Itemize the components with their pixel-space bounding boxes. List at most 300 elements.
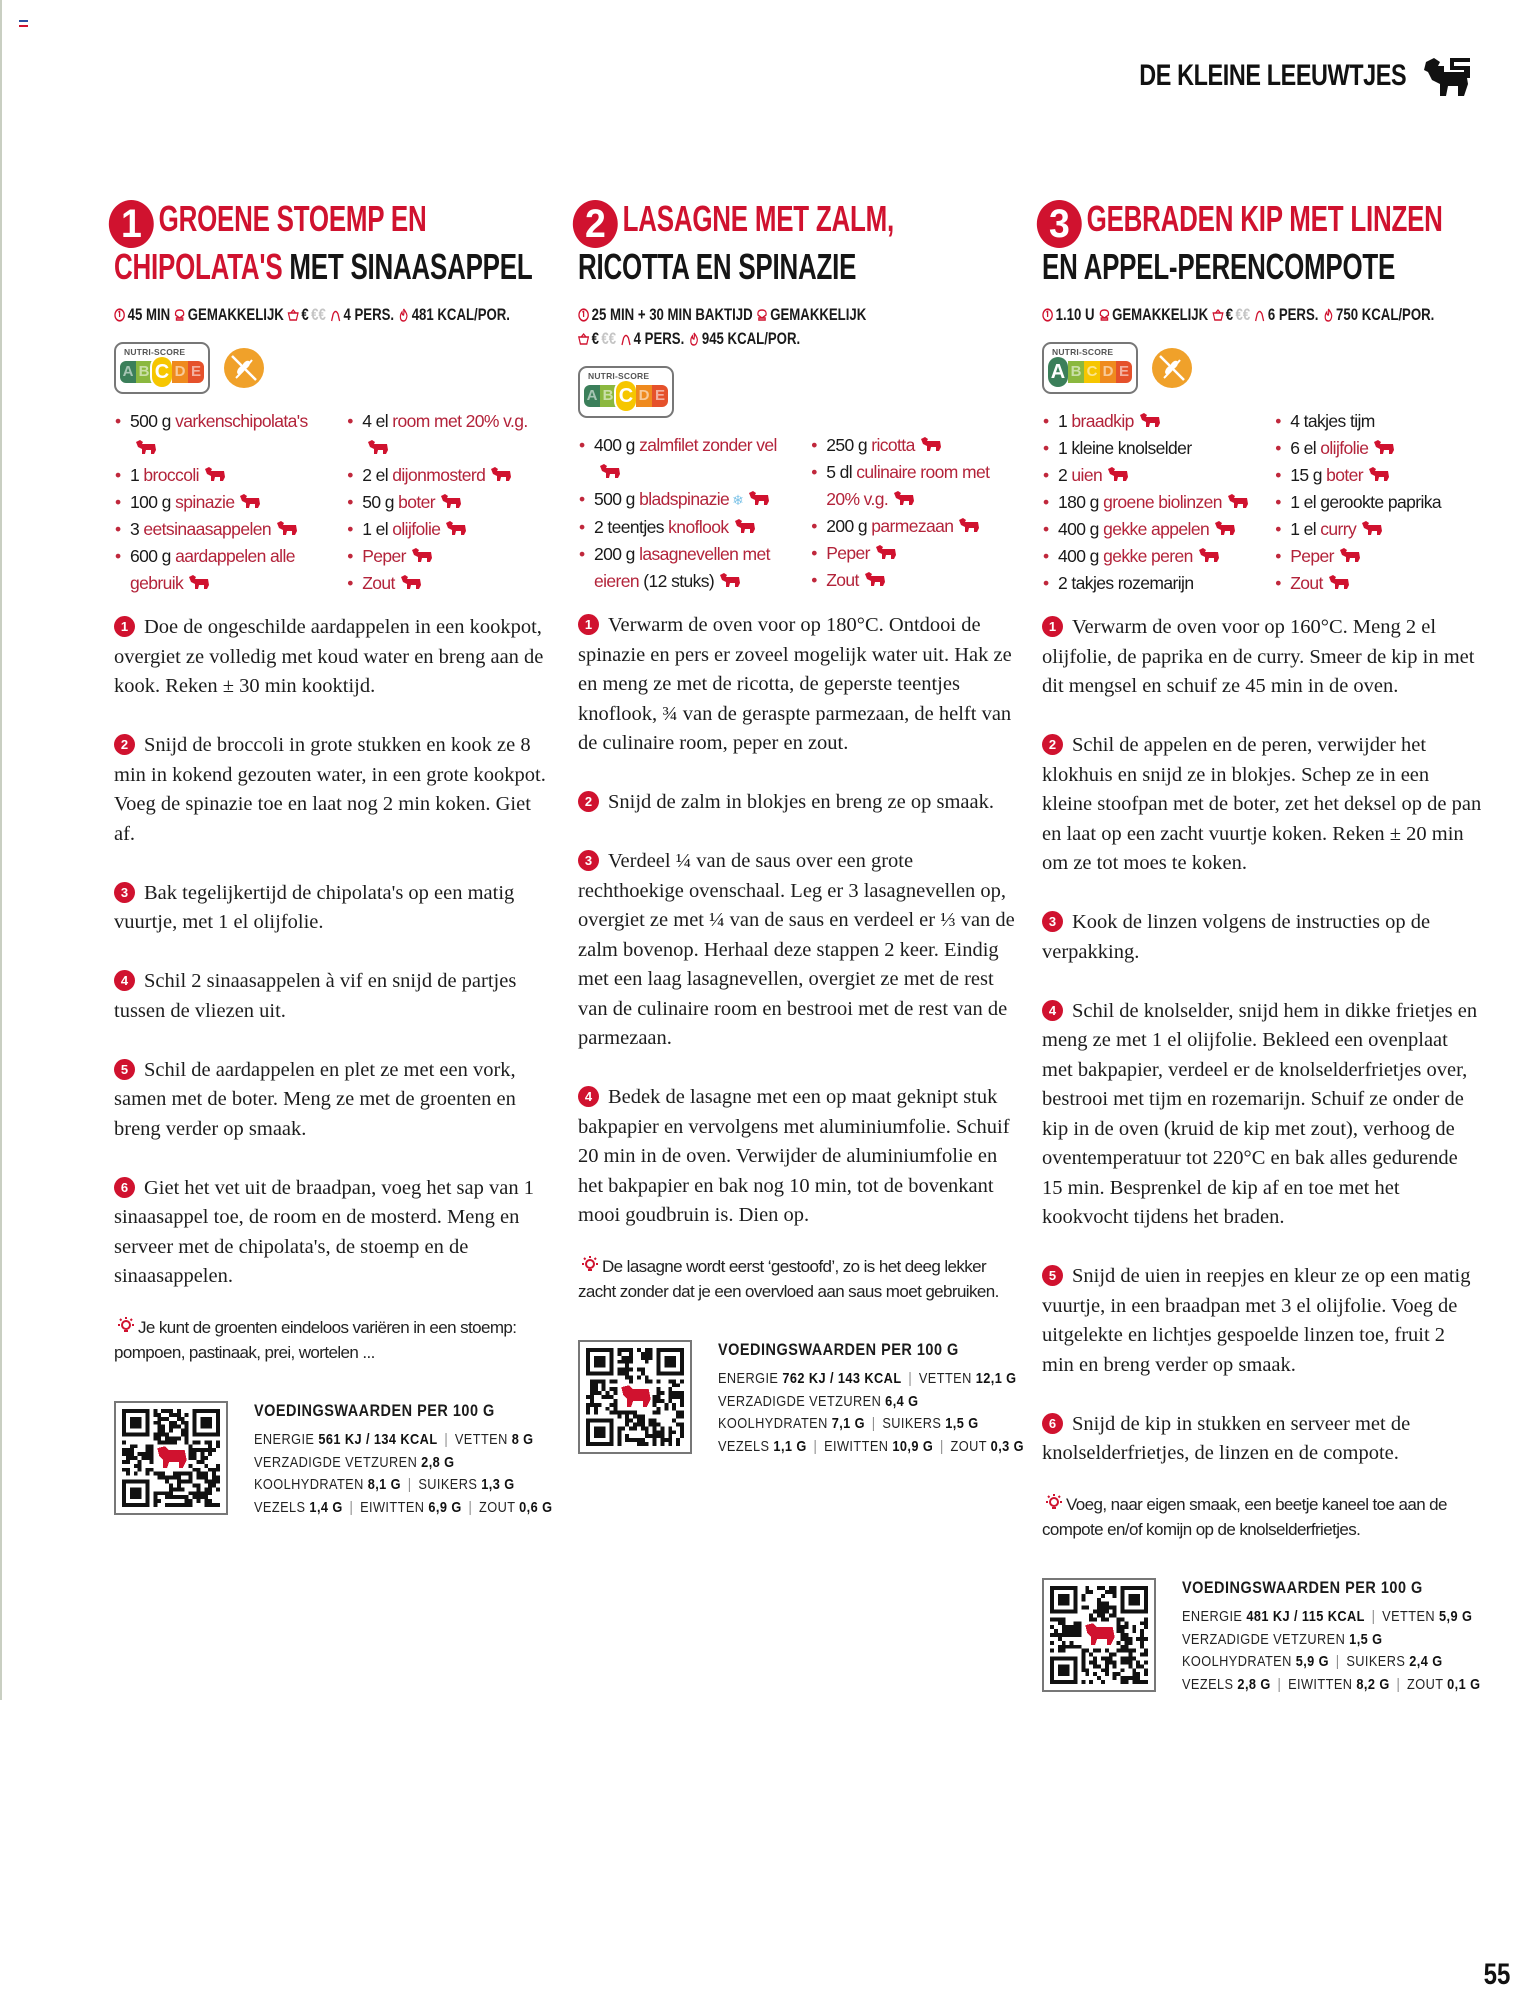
recipe-step [1042,908,1482,967]
nutrition-block [578,1340,1024,1458]
step-text: Verdeel ¼ van de saus over een grote rechthoekige ovenschaal. Leg er 3 lasagnevellen op, overgiet ze met ¼ van de saus en verdeel er ⅓ van de zalm bovenop. Herhaal deze stappen 2 keer. Eindig met een laag lasagnevellen, overgiet ze met de rest van de culinaire room en bestrooi met de rest van de parmezaan. [578,850,1015,1049]
badges [114,342,554,394]
nutrition-block [1042,1578,1482,1696]
step-number-badge: 3 [1042,911,1063,932]
difficulty [174,304,284,326]
nutri-grade-c: C [616,381,636,411]
lion-logo-icon [1420,54,1472,98]
chef-icon [1099,308,1110,322]
ingredient-name[interactable]: dijonmosterd [392,465,486,485]
ingredient-item [346,543,554,570]
delhaize-lion-icon [1214,517,1236,533]
step-text: Verwarm de oven voor op 180°C. Ontdooi de spinazie en pers er zoveel mogelijk water uit. Hak ze en meng ze met de ricotta, de geperste teentjes knoflook, ¾ van de geraspte parmezaan, de helft van de culinaire room, peper en zout. [578,614,1012,754]
separator: | [349,1498,354,1516]
nutri-score-bar [1048,358,1132,386]
ingredient-quantity: 500 g [130,411,176,431]
ingredient-name[interactable]: culinaire room met 20% v.g. [826,462,990,509]
nutrient-value: 5,9 G [1438,1608,1473,1625]
recipe-step [114,731,554,849]
ingredient-quantity: 4 el [362,411,393,431]
separator: | [468,1498,473,1516]
nutrient-label: VERZADIGDE VETZUREN [254,1453,422,1471]
nutrient-value: 1,5 G [1349,1630,1383,1648]
step-number-badge: 2 [1042,734,1063,755]
nutrient-value: 561 KJ / 134 KCAL [318,1431,438,1448]
recipe-title [114,200,554,286]
ingredient-quantity: 400 g [1058,519,1104,539]
nutrient-value: 1,3 G [481,1476,515,1493]
ingredient-name[interactable]: ricotta [871,435,915,455]
delhaize-lion-icon [1107,463,1129,479]
ingredient-name[interactable]: boter [1326,465,1364,485]
nutri-score-bar [120,358,204,386]
ingredient-quantity: 250 g [826,435,872,455]
ingredient-name[interactable]: olijfolie [392,519,441,539]
delhaize-lion-icon [599,460,621,476]
recipe-step [114,879,554,938]
nutri-grade-b: B [600,385,616,407]
title-line-2 [1042,246,1396,287]
ingredient-quantity: 1 kleine knolselder [1058,438,1192,458]
nutri-grade-e: E [1116,361,1132,383]
flame-icon [398,308,409,322]
step-number-badge: 6 [114,1177,135,1198]
nutrient-value: 8,1 G [367,1476,401,1493]
nutri-grade-c: C [1084,361,1100,383]
persons-value: 4 PERS. [633,330,685,348]
delhaize-lion-icon [734,515,756,531]
nutrient-label: ZOUT [1407,1675,1448,1693]
lightbulb-icon [114,1316,138,1336]
ingredient-name[interactable]: lasagnevellen met eieren [594,544,770,591]
ingredient-quantity: 1 el [362,519,393,539]
delhaize-lion-icon [719,569,741,585]
ingredient-name[interactable]: uien [1071,465,1103,485]
persons [330,304,394,326]
qr-code[interactable] [578,1340,692,1454]
page-number: 55 [1483,1958,1510,1991]
lightbulb-icon [578,1255,602,1275]
delhaize-lion-icon [239,490,261,506]
delhaize-lion-icon [875,541,897,557]
nutrition-line [1182,1674,1480,1697]
step-text: Kook de linzen volgens de instructies op de verpakking. [1042,911,1431,963]
nutri-grade-c: C [152,357,172,387]
ingredient-item [114,408,332,462]
nutrient-label: ENERGIE [1182,1608,1247,1625]
prep-time [114,304,170,326]
ingredient-item [810,540,1018,567]
ingredient-name[interactable]: Peper [826,543,870,563]
nutrient-value: 2,8 G [421,1453,455,1471]
ingredient-name[interactable]: gekke appelen [1103,519,1210,539]
delhaize-lion-icon [367,436,389,452]
step-text: Doe de ongeschilde aardappelen in een kookpot, overgiet ze volledig met koud water en breng aan de kook. Reken ± 30 min kooktijd. [114,616,544,697]
ingredient-name[interactable]: varkenschipolata's [175,411,308,431]
ingredient-name[interactable]: spinazie [175,492,235,512]
ingredient-name[interactable]: Zout [362,573,395,593]
nutri-score-badge [578,366,674,418]
price-off: €€ [601,330,617,348]
nutrient-label: VEZELS [1182,1675,1238,1693]
ingredient-name[interactable]: parmezaan [871,516,954,536]
section-title: DE KLEINE LEEUWTJES [1139,59,1406,92]
delhaize-lion-icon [1198,544,1220,560]
ingredient-quantity: 1 el [1290,519,1321,539]
nutrition-info [718,1340,1078,1458]
step-number-badge: 5 [1042,1265,1063,1286]
ingredient-quantity: 1 [1058,411,1072,431]
delhaize-lion-icon [1373,436,1395,452]
delhaize-lion-icon [958,514,980,530]
ingredient-item [810,513,1018,540]
ingredient-item [114,543,332,597]
frozen-icon: ❄ [732,492,744,508]
recipe-step [578,611,1018,759]
gluten-free-icon [1152,348,1192,388]
nutri-grade-b: B [136,361,152,383]
nutrition-line [254,1429,552,1452]
calories-value: 945 KCAL/POR. [701,330,801,348]
ingredient-item [578,486,796,514]
nutri-grade-a: A [1048,357,1068,387]
ingredient-item [346,408,554,462]
nutrient-label: VEZELS [718,1437,774,1455]
ingredient-name[interactable]: room met 20% v.g. [392,411,528,431]
nutrition-line [1182,1629,1480,1652]
price-off: €€ [1235,306,1251,324]
title-red-part: GEBRADEN KIP MET LINZEN [1086,198,1443,239]
price [578,328,616,350]
step-text: Bedek de lasagne met een op maat geknipt stuk bakpapier en vervolgens met aluminiumfolie. Schuif 20 min in de oven. Verwijder de aluminiumfolie en het bakpapier en bak nog 10 min, tot de bovenkant mooi goudbruin is. Dien op. [578,1086,1010,1226]
recipe-title [1042,200,1482,286]
calories-value: 750 KCAL/POR. [1336,306,1435,324]
separator: | [908,1370,913,1387]
nutrient-label: VERZADIGDE VETZUREN [718,1392,886,1410]
step-number-badge: 1 [114,616,135,637]
nutrition-line [718,1391,1024,1414]
recipe-step [578,788,1018,818]
recipe-step [114,1174,554,1292]
nutrient-label: EIWITTEN [824,1437,893,1455]
nutrient-value: 8,2 G [1356,1675,1390,1693]
step-text: Verwarm de oven voor op 160°C. Meng 2 el olijfolie, de paprika en de curry. Smeer de kip in met dit mengsel en schuif ze 45 min in de oven. [1042,616,1475,697]
ingredient-quantity: 200 g [594,544,640,564]
separator: | [444,1431,449,1448]
step-text: Snijd de uien in reepjes en kleur ze op een matig vuurtje, in een braadpan met 3 el olijfolie. Voeg de uitgelekte en lichtjes gespoelde linzen toe, fruit 2 min en breng verder op smaak. [1042,1265,1471,1376]
title-line-1 [578,200,895,248]
persons-value: 6 PERS. [1267,306,1319,324]
persons-value: 4 PERS. [343,306,395,324]
ingredient-quantity: 1 el gerookte paprika [1290,492,1442,512]
clock-icon [578,308,589,322]
delhaize-lion-icon [1361,517,1383,533]
step-text: Schil de appelen en de peren, verwijder het klokhuis en snijd ze in blokjes. Schep ze in een kleine stoofpan met de boter, zet het deksel op de pan en laat op een zacht vuurtje koken. Reken ± 20 min om ze tot moes te koken. [1042,734,1482,874]
nutrient-value: 2,4 G [1409,1653,1443,1670]
nutri-score-badge [1042,342,1138,394]
prep-time-value: 45 MIN [127,306,171,324]
ingredient-item [114,489,332,516]
ingredient-quantity: 15 g [1290,465,1327,485]
separator: | [1277,1675,1282,1693]
delhaize-lion-icon [400,571,422,587]
recipe-step [114,967,554,1026]
ingredient-item [114,462,332,489]
ingredient-name[interactable]: bladspinazie [639,489,730,509]
nutrition-line [718,1368,1024,1391]
recipe-step [1042,997,1482,1233]
nutrient-label: VEZELS [254,1498,310,1516]
ingredient-name[interactable]: Peper [362,546,406,566]
delhaize-lion-icon [893,487,915,503]
nutrient-label: SUIKERS [882,1415,946,1432]
nutrient-label: ZOUT [950,1437,991,1455]
delhaize-lion-icon [440,490,462,506]
ingredient-quantity: 2 el [362,465,393,485]
price-on: € [301,306,309,324]
nutrition-block [114,1401,554,1519]
basket-icon [288,308,299,322]
ingredient-quantity: 5 dl [826,462,857,482]
basket-icon [1212,308,1223,322]
ingredient-item [578,432,796,486]
nutrient-label: VETTEN [454,1431,512,1448]
nutri-grade-d: D [636,385,652,407]
ingredient-list [1274,408,1482,597]
separator: | [1371,1608,1376,1625]
prep-time [578,304,753,326]
nutri-grade-a: A [584,385,600,407]
nutrient-label: ZOUT [479,1498,520,1516]
nutrient-label: ENERGIE [254,1431,319,1448]
ingredient-item [1042,516,1260,543]
delhaize-lion-icon [748,487,770,503]
ingredient-list [578,432,796,595]
recipe-1 [114,200,554,1519]
ingredient-list [346,408,554,597]
nutrition-title: VOEDINGSWAARDEN PER 100 G [1182,1578,1423,1597]
title-red-part: GROENE STOEMP EN [158,198,427,239]
tip-text: De lasagne wordt eerst ‘gestoofd’, zo is het deeg lekker zacht zonder dat je een overvloed aan saus moet gebruiken. [578,1257,999,1301]
ingredient-quantity: 2 [1058,465,1072,485]
gluten-free-icon [224,348,264,388]
nutrition-info [254,1401,605,1519]
step-number-badge: 2 [578,791,599,812]
ingredient-item [1042,462,1260,489]
title-red-part: CHIPOLATA'S [114,246,283,287]
ingredient-item [1274,543,1482,570]
ingredient-item [346,462,554,489]
title-line-1 [1042,198,1443,248]
clock-icon [1042,308,1053,322]
nutrition-title: VOEDINGSWAARDEN PER 100 G [718,1340,959,1359]
step-number-badge: 3 [114,882,135,903]
recipe-tip [1042,1492,1482,1542]
delhaize-lion-icon [1339,544,1361,560]
nutrient-value: 6,4 G [885,1392,919,1410]
recipe-step [114,1056,554,1145]
recipe-2 [578,198,1024,1458]
delhaize-lion-icon [1328,571,1350,587]
difficulty-value: GEMAKKELIJK [770,306,867,324]
basket-icon [578,332,589,346]
nutri-score-label: NUTRI-SCORE [1052,347,1114,357]
ingredient-item [1042,435,1260,462]
step-text: Schil de aardappelen en plet ze met een vork, samen met de boter. Meng ze met de groenten en breng verder op smaak. [114,1058,516,1140]
delhaize-lion-icon [188,571,210,587]
nutrient-value: 12,1 G [975,1370,1017,1387]
ingredient-name[interactable]: braadkip [1071,411,1134,431]
ingredient-item [114,516,332,543]
lightbulb-icon [1042,1493,1066,1513]
ingredient-name[interactable]: eetsinaasappelen [143,519,272,539]
flame-icon [1322,308,1333,322]
nutrient-value: 762 KJ / 143 KCAL [782,1370,902,1387]
step-text: Snijd de kip in stukken en serveer met de knolselderfrietjes, de linzen en de compote. [1042,1412,1411,1464]
nutrient-label: VETTEN [918,1370,976,1387]
flame-icon [688,332,699,346]
ingredient-name[interactable]: olijfolie [1320,438,1369,458]
ingredient-item [1042,408,1260,435]
nutrition-info [1182,1578,1532,1696]
delhaize-lion-icon [1139,409,1161,425]
ingredient-list [1042,408,1260,597]
ingredient-name[interactable]: Peper [1290,546,1334,566]
price-on: € [591,330,599,348]
ingredient-name[interactable]: curry [1320,519,1357,539]
delhaize-lion-icon [490,463,512,479]
ingredient-quantity: 50 g [362,492,399,512]
ingredient-item [1274,462,1482,489]
difficulty-value: GEMAKKELIJK [187,306,284,324]
ingredient-quantity: 500 g [594,489,640,509]
ingredient-item [810,432,1018,459]
title-black-part: EN APPEL-PERENCOMPOTE [1042,246,1396,287]
nutri-grade-a: A [120,361,136,383]
ingredient-name[interactable]: Zout [1290,573,1323,593]
ingredient-item [1274,570,1482,597]
delhaize-lion-icon [920,433,942,449]
nutrient-label: KOOLHYDRATEN [1182,1653,1296,1670]
ingredient-name[interactable]: Zout [826,570,859,590]
recipe-3 [1042,200,1482,1696]
ingredient-name[interactable]: groene biolinzen [1103,492,1222,512]
title-red-part: LASAGNE MET ZALM, [622,198,894,239]
ingredient-quantity: 600 g [130,546,176,566]
calories [688,328,800,350]
ingredient-quantity: 6 el [1290,438,1321,458]
title-line-2 [578,248,895,286]
nutrition-line [254,1474,552,1497]
ingredient-quantity: 2 teentjes [594,517,669,537]
nutrition-line [254,1497,552,1520]
ingredient-name[interactable]: zalmfilet zonder vel [639,435,777,455]
chef-icon [757,308,768,322]
qr-code[interactable] [1042,1578,1156,1692]
recipe-number-badge: 2 [573,200,618,248]
recipe-step [578,1083,1018,1231]
prep-time [1042,304,1095,326]
nutrient-value: 10,9 G [892,1437,934,1455]
nutrient-label: SUIKERS [418,1476,482,1493]
step-number-badge: 6 [1042,1413,1063,1434]
ingredient-quantity: 1 [130,465,144,485]
calories-value: 481 KCAL/POR. [411,306,510,324]
ingredient-quantity: 2 takjes rozemarijn [1058,573,1194,593]
step-number-badge: 2 [114,734,135,755]
step-text: Bak tegelijkertijd de chipolata's op een matig vuurtje, met 1 el olijfolie. [114,881,515,933]
recipe-tip [114,1315,554,1365]
delhaize-lion-icon [1368,463,1390,479]
nutrient-value: 7,1 G [831,1415,865,1432]
nutrient-value: 0,1 G [1447,1675,1481,1693]
recipe-step [1042,1410,1482,1469]
nutri-score-bar [584,382,668,410]
persons [1254,304,1318,326]
nutrition-line [1182,1651,1480,1674]
person-icon [620,332,631,346]
step-number-badge: 4 [114,970,135,991]
nutri-grade-e: E [652,385,668,407]
price-on: € [1225,306,1234,324]
recipe-number-badge: 1 [109,200,154,248]
separator: | [813,1437,818,1455]
nutrient-value: 1,5 G [945,1415,979,1432]
clock-icon [114,308,125,322]
ingredient-name[interactable]: boter [398,492,436,512]
nutrient-label: KOOLHYDRATEN [254,1476,368,1493]
ingredient-name[interactable]: knoflook [668,517,729,537]
prep-time-value: 1.10 U [1055,306,1095,324]
nutrient-label: VETTEN [1382,1608,1439,1625]
recipe-tip [578,1254,1018,1304]
nutri-score-badge [114,342,210,394]
brand-header [1064,54,1472,98]
ingredient-name[interactable]: gekke peren [1103,546,1193,566]
ingredient-name[interactable]: aardappelen alle gebruik [130,546,295,593]
calories [398,304,510,326]
recipe-step [578,847,1018,1054]
ingredient-name[interactable]: broccoli [143,465,199,485]
title-black-part: RICOTTA EN SPINAZIE [578,246,857,287]
nutrient-label: EIWITTEN [360,1498,429,1516]
nutrition-line [718,1436,1024,1459]
ingredients [1042,408,1482,597]
nutri-grade-b: B [1068,361,1084,383]
step-text: Snijd de zalm in blokjes en breng ze op smaak. [608,791,994,813]
badges [578,366,1018,418]
step-number-badge: 5 [114,1059,135,1080]
nutrition-title: VOEDINGSWAARDEN PER 100 G [254,1401,495,1420]
ingredient-item [578,541,796,595]
nutri-score-label: NUTRI-SCORE [588,371,650,381]
step-text: Snijd de broccoli in grote stukken en kook ze 8 min in kokend gezouten water, in een grote kookpot. Voeg de spinazie toe en laat nog 2 min koken. Giet af. [114,734,546,845]
recipe-title [578,200,1018,286]
ingredient-item [346,516,554,543]
recipe-number-badge: 3 [1037,200,1082,248]
persons [620,328,684,350]
step-number-badge: 3 [578,850,599,871]
nutri-grade-e: E [188,361,204,383]
delhaize-lion-icon [864,568,886,584]
step-text: Giet het vet uit de braadpan, voeg het sap van 1 sinaasappel toe, de room en de mosterd. Meng en serveer met de chipolata's, de stoemp en de sinaasappelen. [114,1176,534,1287]
nutrient-value: 5,9 G [1295,1653,1329,1670]
prep-time-value: 25 MIN + 30 MIN BAKTIJD [591,306,753,324]
ingredient-quantity: 100 g [130,492,176,512]
qr-code[interactable] [114,1401,228,1515]
difficulty [757,304,867,326]
person-icon [1254,308,1265,322]
